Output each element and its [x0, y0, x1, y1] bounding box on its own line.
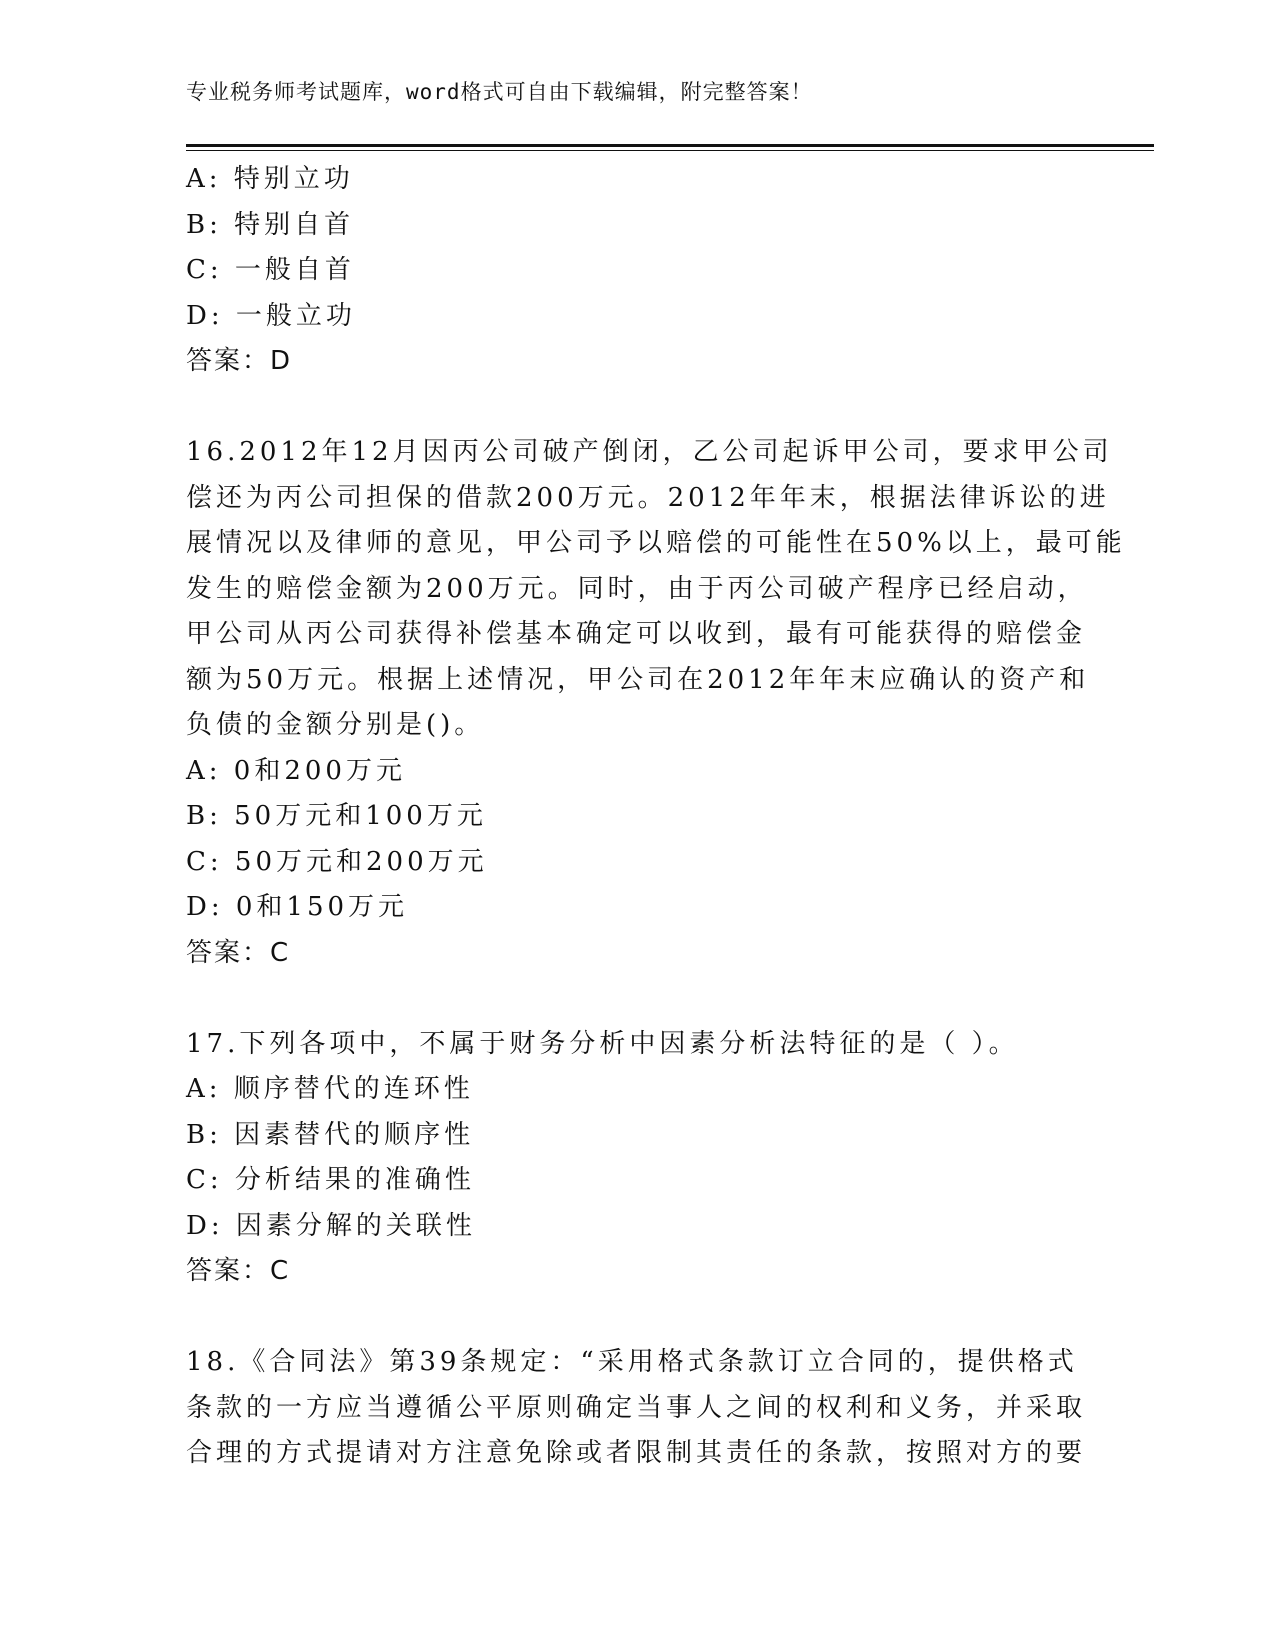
- question-text-line: 发生的赔偿金额为200万元。同时，由于丙公司破产程序已经启动，: [186, 573, 1088, 604]
- question-text-line: 负债的金额分别是()。: [186, 710, 485, 740]
- option-c: C: 50万元和200万元: [186, 846, 488, 877]
- option-a: A: 特别立功: [186, 164, 354, 194]
- option-d: D: 0和150万元: [186, 892, 409, 922]
- question-16: [186, 430, 1126, 976]
- option-b: B: 50万元和100万元: [186, 801, 487, 831]
- question-text-line: 16.2012年12月因丙公司破产倒闭，乙公司起诉甲公司，要求甲公司: [186, 437, 1113, 467]
- option-a: A: 顺序替代的连环性: [186, 1074, 474, 1104]
- question-18: [186, 1340, 1086, 1477]
- answer: 答案：D: [186, 346, 293, 376]
- question-15: [186, 157, 1086, 385]
- option-b: B: 因素替代的顺序性: [186, 1119, 475, 1150]
- question-17: [186, 1022, 1086, 1295]
- header-rule-thin: [186, 150, 1154, 151]
- question-content: [186, 157, 1126, 1477]
- question-text-line: 展情况以及律师的意见，甲公司予以赔偿的可能性在50%以上，最可能: [186, 528, 1126, 558]
- answer: 答案：C: [186, 937, 291, 968]
- question-text-line: 甲公司从丙公司获得补偿基本确定可以收到，最有可能获得的赔偿金: [186, 619, 1087, 649]
- option-c: C: 分析结果的准确性: [186, 1165, 475, 1195]
- question-text-line: 额为50万元。根据上述情况，甲公司在2012年年末应确认的资产和: [186, 664, 1090, 695]
- option-d: D: 因素分解的关联性: [186, 1210, 476, 1241]
- option-d: D: 一般立功: [186, 300, 356, 331]
- option-c: C: 一般自首: [186, 255, 355, 285]
- page-header: 专业税务师考试题库，word格式可自由下载编辑，附完整答案！: [186, 80, 813, 104]
- question-text-line: 条款的一方应当遵循公平原则确定当事人之间的权利和义务，并采取: [186, 1392, 1087, 1423]
- answer: 答案：C: [186, 1256, 291, 1286]
- question-text-line: 18.《合同法》第39条规定：“采用格式条款订立合同的，提供格式: [186, 1347, 1078, 1377]
- option-a: A: 0和200万元: [186, 755, 406, 786]
- question-text-line: 17.下列各项中，不属于财务分析中因素分析法特征的是（ ）。: [186, 1028, 1019, 1059]
- question-text-line: 偿还为丙公司担保的借款200万元。2012年年末，根据法律诉讼的进: [186, 482, 1110, 513]
- header-rule-thick: [186, 144, 1154, 147]
- question-text-line: 合理的方式提请对方注意免除或者限制其责任的条款，按照对方的要: [186, 1438, 1087, 1468]
- option-b: B: 特别自首: [186, 209, 355, 240]
